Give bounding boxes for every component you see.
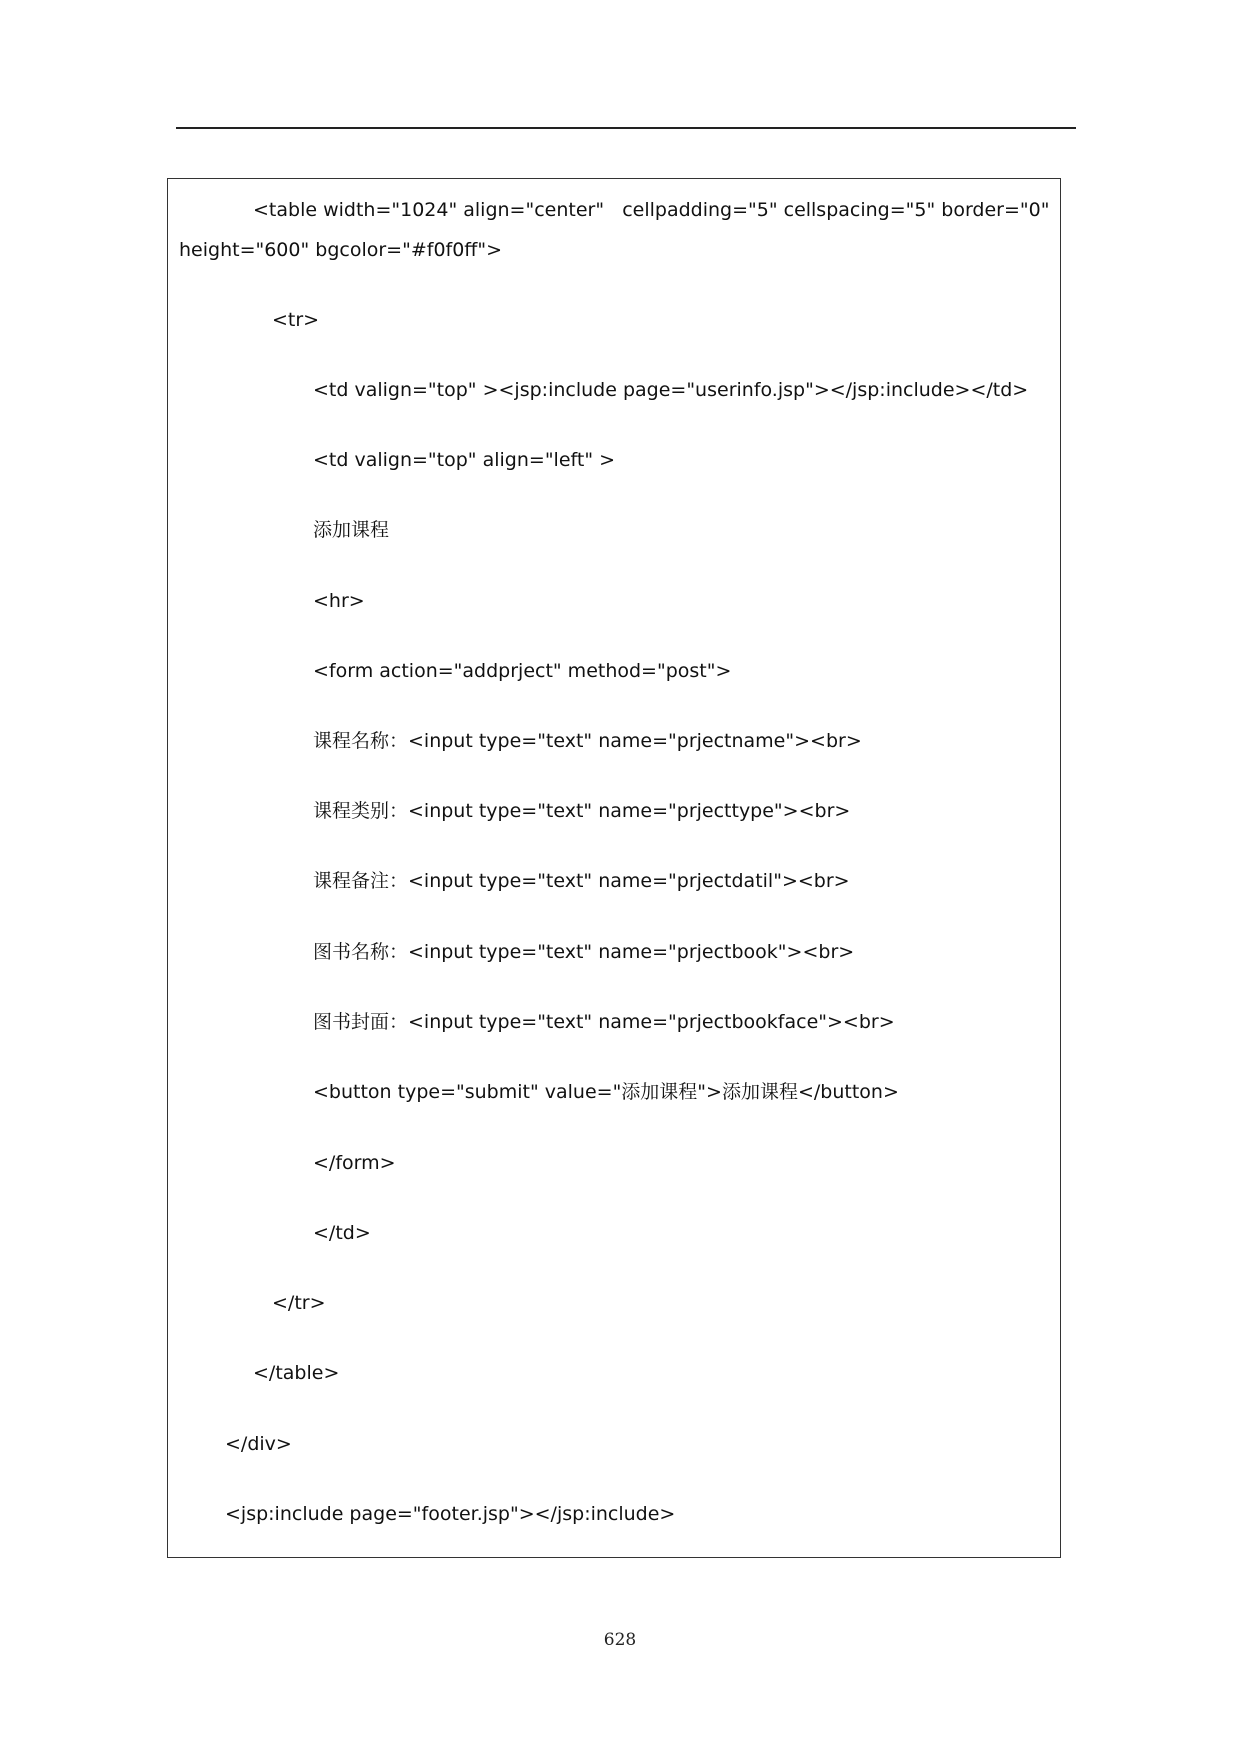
code-line-div-close: </div>	[225, 1433, 292, 1455]
code-line-td-userinfo: <td valign="top" ><jsp:include page="userinfo.jsp"></jsp:include></td>	[313, 379, 1029, 401]
code-line-input-book: 图书名称：<input type="text" name="prjectbook"><br>	[313, 941, 855, 963]
code-line-hr: <hr>	[313, 590, 365, 612]
header-rule	[176, 127, 1076, 129]
code-line-td-open: <td valign="top" align="left" >	[313, 449, 616, 471]
code-line-table-open: <table width="1024" align="center" cellpadding="5" cellspacing="5" border="0"	[253, 199, 1050, 221]
code-line-input-detail: 课程备注：<input type="text" name="prjectdatil"><br>	[313, 870, 850, 892]
code-line-input-type: 课程类别：<input type="text" name="prjecttype"><br>	[313, 800, 851, 822]
code-line-footer-include: <jsp:include page="footer.jsp"></jsp:include>	[225, 1503, 676, 1525]
code-line-submit-button: <button type="submit" value="添加课程">添加课程</button>	[313, 1081, 899, 1103]
code-line-input-bookface: 图书封面：<input type="text" name="prjectbookface"><br>	[313, 1011, 895, 1033]
code-line-form-open: <form action="addprject" method="post">	[313, 660, 732, 682]
page-number: 628	[603, 1630, 637, 1650]
code-line-heading-text: 添加课程	[313, 519, 390, 541]
code-line-table-attrs: height="600" bgcolor="#f0f0ff">	[179, 239, 503, 261]
code-line-table-close: </table>	[253, 1362, 340, 1384]
code-line-tr-close: </tr>	[272, 1292, 326, 1314]
code-line-tr-open: <tr>	[272, 309, 320, 331]
code-line-td-close: </td>	[313, 1222, 371, 1244]
code-line-input-name: 课程名称：<input type="text" name="prjectname"><br>	[313, 730, 862, 752]
code-line-form-close: </form>	[313, 1152, 396, 1174]
